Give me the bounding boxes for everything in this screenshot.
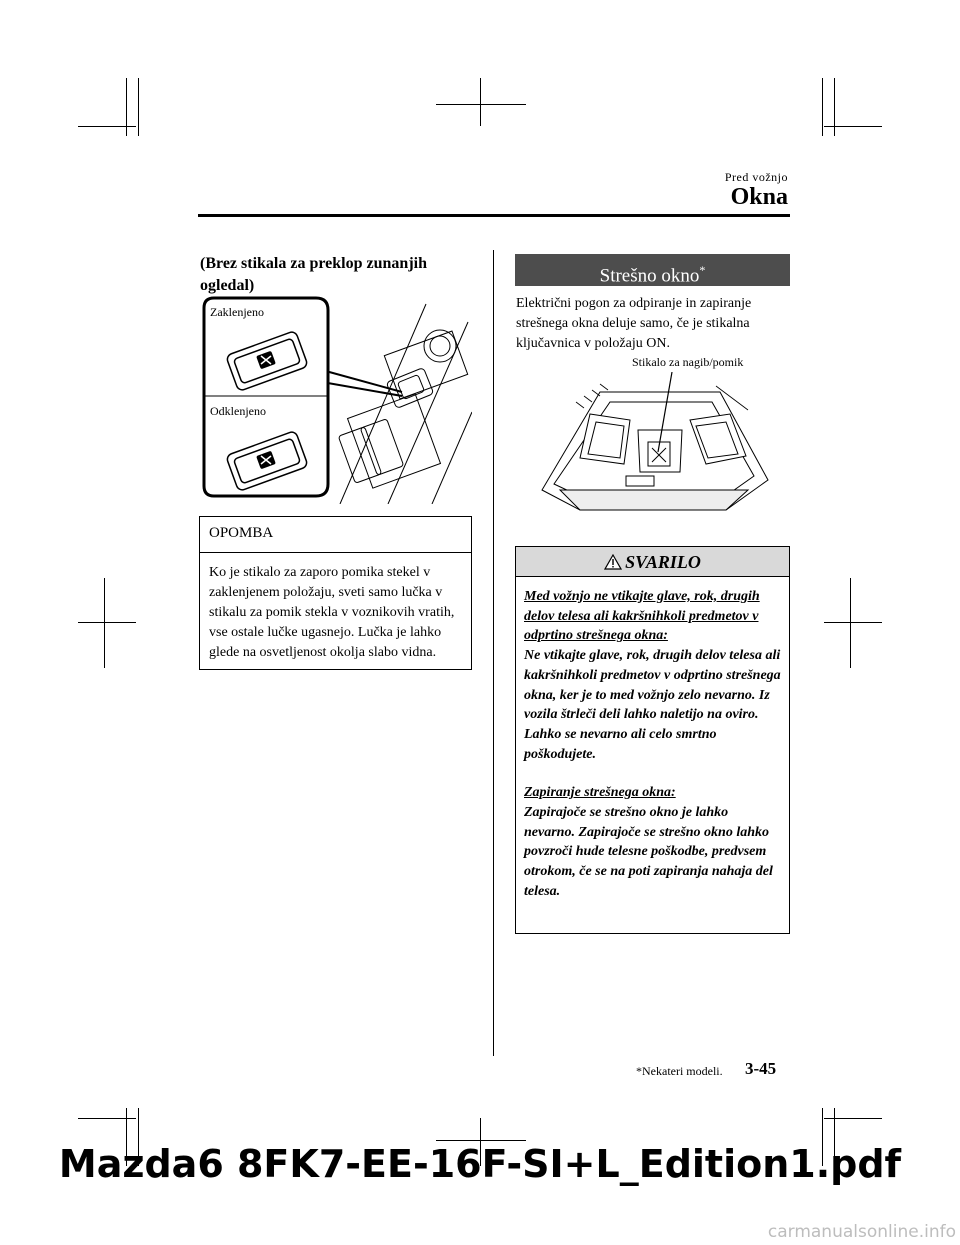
warning-header [516, 547, 789, 577]
section-title-text: Strešno okno [599, 265, 700, 287]
running-header-section: Pred vožnjo [724, 170, 788, 184]
page-number: 3-45 [745, 1059, 777, 1078]
note-box [199, 516, 472, 670]
column-divider [493, 250, 494, 1056]
warning-text-2: Zapirajoče se strešno okno je lahko nevarno. Zapirajoče se strešno okno lahko povzroči hude telesne poškodbe, predvsem otrokom, če se na poti zapiranja nahaja del telesa. [524, 805, 773, 899]
label-unlocked: Odklenjeno [210, 404, 266, 418]
footnote: *Nekateri modeli. [636, 1064, 723, 1078]
running-header-title: Okna [730, 184, 788, 210]
sunroof-switch-figure [540, 372, 770, 532]
sunroof-intro: Električni pogon za odpiranje in zapiranje strešnega okna deluje samo, če je stikalna ključavnica v položaju ON. [516, 296, 752, 351]
note-title: OPOMBA [200, 517, 471, 553]
label-tilt-slide-switch: Stikalo za nagib/pomik [632, 355, 744, 369]
footnote-mark: * [699, 263, 706, 277]
warning-text-1: Ne vtikajte glave, rok, drugih delov telesa ali kakršnihkoli predmetov v odprtino strešnega okna, ker je to med vožnjo zelo nevarno. Iz vozila štrleči deli lahko naletijo na oviro. Lahko se nevarno ali celo smrtno poškodujete. [524, 648, 781, 762]
warning-title: SVARILO [625, 552, 701, 572]
section-title [515, 254, 790, 286]
warning-box [515, 546, 790, 934]
left-subheading: (Brez stikala za preklop zunanjih ogledal) [200, 255, 427, 294]
header-rule [198, 214, 790, 217]
window-lock-switch-figure [200, 292, 472, 504]
document-watermark: Mazda6 8FK7-EE-16F-SI+L_Edition1.pdf [58, 1142, 902, 1186]
label-locked: Zaklenjeno [210, 305, 264, 319]
warning-triangle-icon [604, 549, 622, 579]
warning-heading-1: Med vožnjo ne vtikajte glave, rok, drugih delov telesa ali kakršnihkoli predmetov v odprtino strešnega okna: [524, 589, 760, 644]
note-text: Ko je stikalo za zaporo pomika stekel v zaklenjenem položaju, sveti samo lučka v stikalu za pomik stekla v voznikovih vratih, vse ostale lučke ugasnejo. Lučka je lahko glede na osvetljenost okolja slabo vidna. [209, 565, 455, 660]
warning-body [524, 587, 782, 902]
warning-heading-2: Zapiranje strešnega okna: [524, 785, 676, 801]
site-watermark: carmanualsonline.info [767, 1222, 956, 1242]
